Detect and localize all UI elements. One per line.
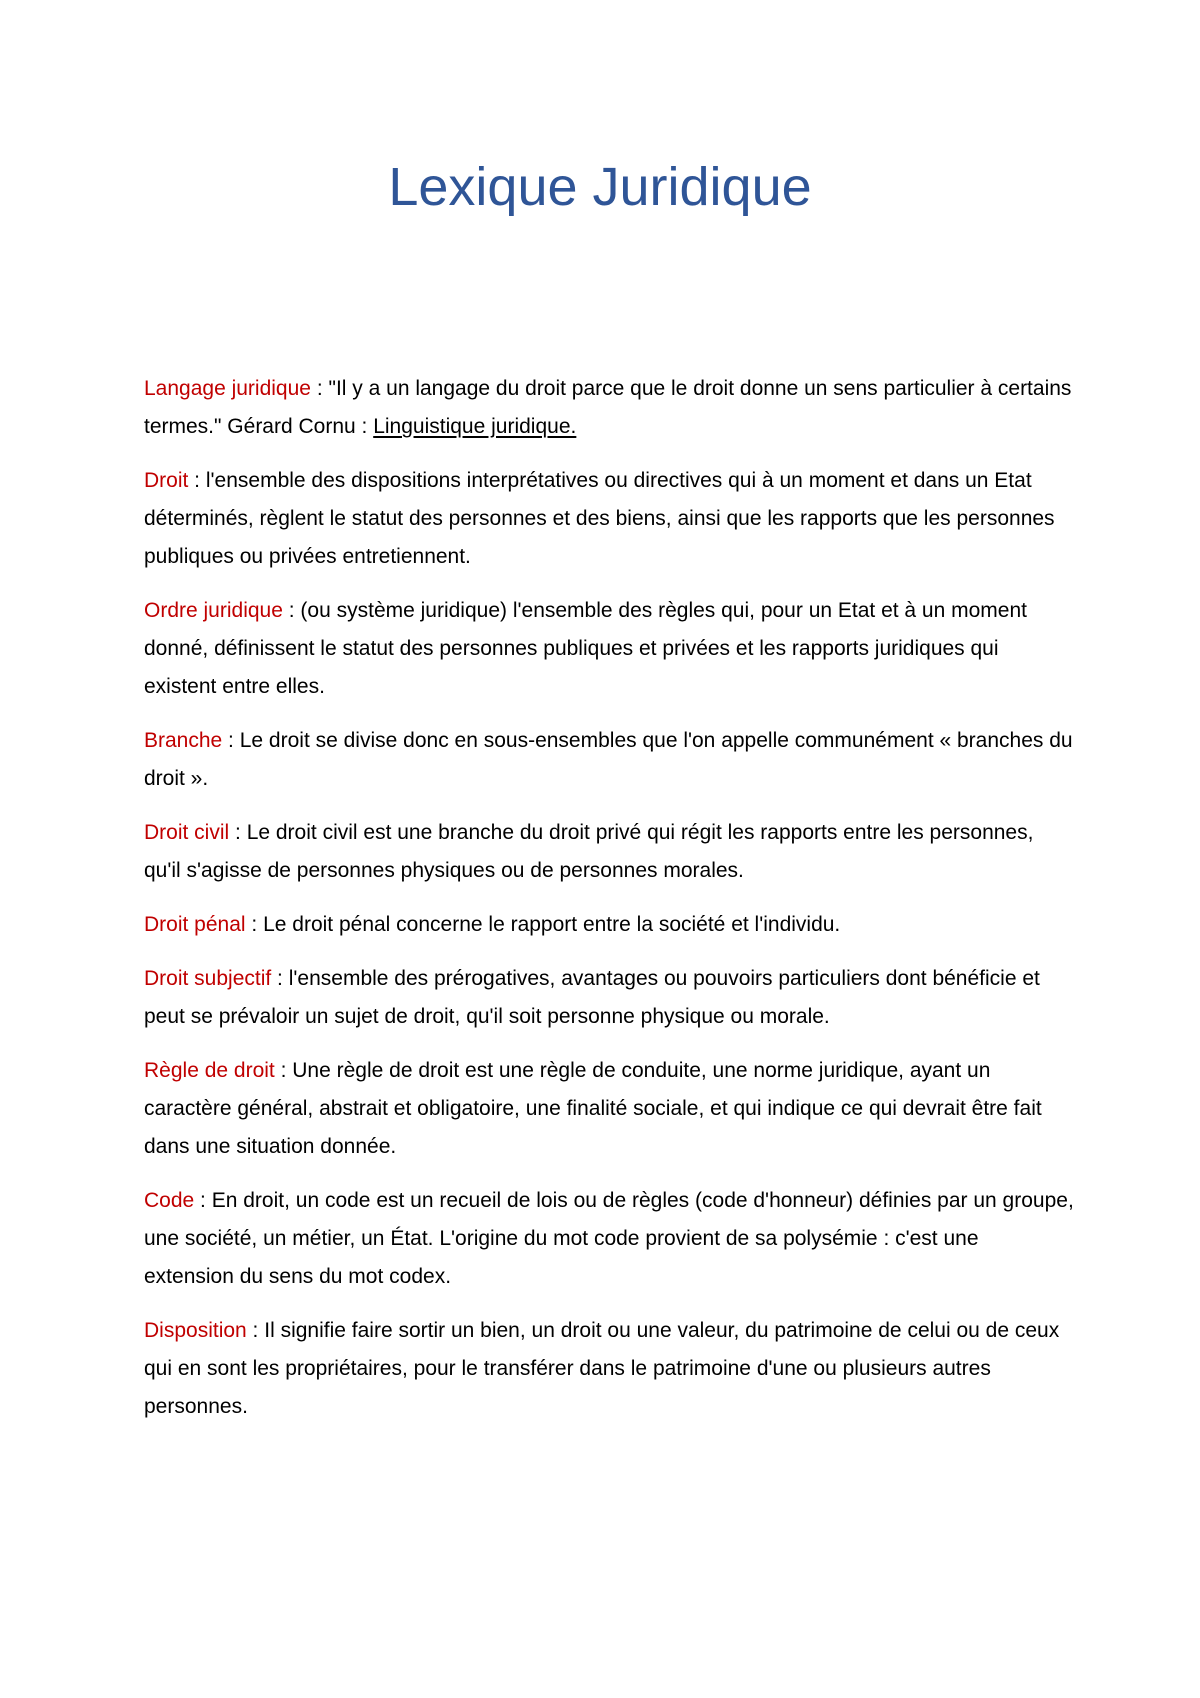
entry-definition: "Il y a un langage du droit parce que le droit donne un sens particulier à certains termes." Gérard Cornu : [144,377,1072,438]
entry-term: Langage juridique [144,377,311,400]
entry-definition: (ou système juridique) l'ensemble des règles qui, pour un Etat et à un moment donné, définissent le statut des personnes publiques et privées et les rapports juridiques qui existent entre elles. [144,599,1027,698]
entry-separator: : [194,1189,212,1212]
glossary-entry-droit-subjectif [144,960,1074,1036]
entry-term: Droit pénal [144,913,246,936]
glossary-entry-branche [144,722,1074,798]
entry-definition: Le droit pénal concerne le rapport entre la société et l'individu. [263,913,841,936]
entry-separator: : [188,469,206,492]
glossary-entry-ordre-juridique [144,592,1074,706]
entry-term: Code [144,1189,195,1212]
entry-term: Ordre juridique [144,599,283,622]
entry-term: Branche [144,729,223,752]
entry-separator: : [271,967,289,990]
glossary-list [144,370,1074,1442]
entry-definition: En droit, un code est un recueil de lois ou de règles (code d'honneur) définies par un groupe, une société, un métier, un État. L'origine du mot code provient de sa polysémie : c'est une extension du sens du mot codex. [144,1189,1074,1288]
entry-separator: : [229,821,247,844]
entry-separator: : [274,1059,293,1082]
page-title: Lexique Juridique [388,157,812,217]
entry-definition: Le droit se divise donc en sous-ensembles que l'on appelle communément « branches du droit ». [144,729,1073,790]
glossary-entry-langage-juridique [144,370,1074,446]
glossary-entry-regle-de-droit [144,1052,1074,1166]
entry-term: Disposition [144,1319,247,1342]
entry-term: Droit civil [144,821,230,844]
entry-definition: l'ensemble des prérogatives, avantages ou pouvoirs particuliers dont bénéficie et peut se prévaloir un sujet de droit, qu'il soit personne physique ou morale. [144,967,1040,1028]
entry-definition: Le droit civil est une branche du droit privé qui régit les rapports entre les personnes, qu'il s'agisse de personnes physiques ou de personnes morales. [144,821,1034,882]
entry-separator: : [245,913,264,936]
entry-reference: Linguistique juridique. [373,415,577,438]
glossary-entry-droit-penal [144,906,1074,944]
entry-separator: : [282,599,301,622]
entry-definition: l'ensemble des dispositions interprétatives ou directives qui à un moment et dans un Etat déterminés, règlent le statut des personnes et des biens, ainsi que les rapports que les personnes publiques ou privées entretiennent. [144,469,1055,568]
glossary-entry-code [144,1182,1074,1296]
glossary-entry-droit [144,462,1074,576]
entry-term: Droit subjectif [144,967,272,990]
entry-definition: Une règle de droit est une règle de conduite, une norme juridique, ayant un caractère général, abstrait et obligatoire, une finalité sociale, et qui indique ce qui devrait être fait dans une situation donnée. [144,1059,1042,1158]
glossary-entry-disposition [144,1312,1074,1426]
glossary-entry-droit-civil [144,814,1074,890]
entry-term: Droit [144,469,189,492]
entry-definition: Il signifie faire sortir un bien, un droit ou une valeur, du patrimoine de celui ou de ceux qui en sont les propriétaires, pour le transférer dans le patrimoine d'une ou plusieurs autres personnes. [144,1319,1060,1418]
entry-separator: : [310,377,329,400]
entry-separator: : [246,1319,265,1342]
entry-term: Règle de droit [144,1059,275,1082]
entry-separator: : [222,729,240,752]
